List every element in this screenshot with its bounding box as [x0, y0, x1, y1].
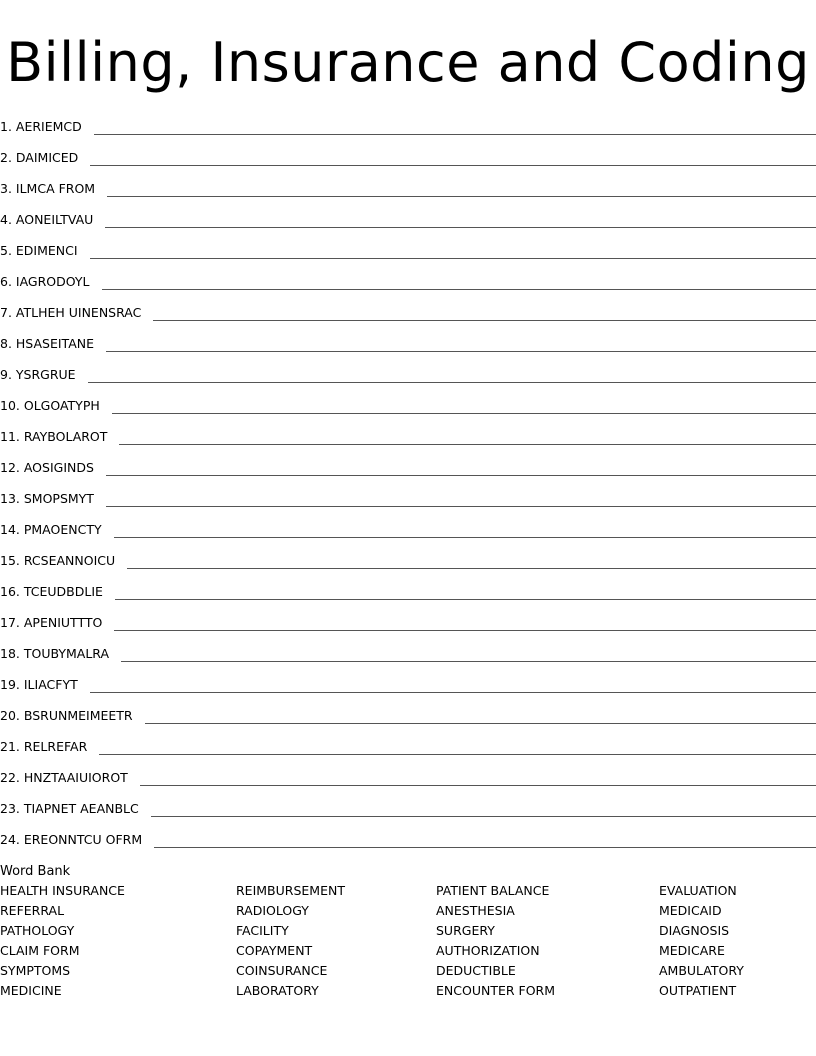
scrambled-word: 10. OLGOATYPH: [0, 398, 100, 413]
word-bank-item: ANESTHESIA: [436, 903, 515, 918]
answer-line[interactable]: [140, 784, 816, 786]
answer-line[interactable]: [90, 164, 816, 166]
scrambled-word: 14. PMAOENCTY: [0, 522, 102, 537]
clue-row: [0, 480, 816, 511]
answer-line[interactable]: [115, 598, 816, 600]
answer-line[interactable]: [107, 195, 816, 197]
scrambled-word: 6. IAGRODOYL: [0, 274, 90, 289]
word-bank-item: RADIOLOGY: [236, 903, 309, 918]
word-bank-item: SURGERY: [436, 923, 495, 938]
word-bank-item: LABORATORY: [236, 983, 319, 998]
scrambled-word: 7. ATLHEH UINENSRAC: [0, 305, 142, 320]
scrambled-word: 16. TCEUDBDLIE: [0, 584, 103, 599]
clue-row: [0, 294, 816, 325]
word-bank-title: Word Bank: [0, 864, 71, 879]
answer-line[interactable]: [99, 753, 816, 755]
answer-line[interactable]: [127, 567, 816, 569]
scrambled-word: 23. TIAPNET AEANBLC: [0, 801, 139, 816]
word-bank-item: EVALUATION: [659, 883, 737, 898]
word-bank-item: PATIENT BALANCE: [436, 883, 550, 898]
word-bank-item: REFERRAL: [0, 903, 65, 918]
scrambled-word: 24. EREONNTCU OFRM: [0, 832, 143, 847]
word-bank-item: REIMBURSEMENT: [236, 883, 345, 898]
clue-row: [0, 201, 816, 232]
clue-row: [0, 790, 816, 821]
answer-line[interactable]: [145, 722, 816, 724]
answer-line[interactable]: [106, 474, 816, 476]
answer-line[interactable]: [88, 381, 816, 383]
clue-row: [0, 387, 816, 418]
answer-line[interactable]: [102, 288, 816, 290]
word-bank-item: PATHOLOGY: [0, 923, 75, 938]
answer-line[interactable]: [105, 226, 816, 228]
scrambled-word: 19. ILIACFYT: [0, 677, 78, 692]
scrambled-word: 22. HNZTAAIUIOROT: [0, 770, 128, 785]
scrambled-word: 8. HSASEITANE: [0, 336, 95, 351]
answer-line[interactable]: [154, 846, 816, 848]
answer-line[interactable]: [114, 629, 816, 631]
word-bank-item: SYMPTOMS: [0, 963, 71, 978]
clue-row: [0, 697, 816, 728]
clue-row: [0, 108, 816, 139]
word-bank-item: AMBULATORY: [659, 963, 744, 978]
word-bank-item: MEDICAID: [659, 903, 722, 918]
clue-row: [0, 418, 816, 449]
clue-row: [0, 542, 816, 573]
answer-line[interactable]: [90, 691, 816, 693]
word-bank-item: COPAYMENT: [236, 943, 313, 958]
word-bank-item: MEDICARE: [659, 943, 725, 958]
answer-line[interactable]: [106, 505, 816, 507]
word-bank-item: CLAIM FORM: [0, 943, 80, 958]
scrambled-word: 17. APENIUTTTO: [0, 615, 103, 630]
clue-row: [0, 821, 816, 852]
clue-row: [0, 449, 816, 480]
scrambled-word: 13. SMOPSMYT: [0, 491, 94, 506]
answer-line[interactable]: [112, 412, 816, 414]
clue-row: [0, 635, 816, 666]
clue-row: [0, 759, 816, 790]
clue-row: [0, 232, 816, 263]
word-bank-item: MEDICINE: [0, 983, 62, 998]
word-bank-item: DEDUCTIBLE: [436, 963, 516, 978]
word-bank: [0, 883, 816, 1003]
scrambled-word: 9. YSRGRUE: [0, 367, 76, 382]
clue-row: [0, 170, 816, 201]
clue-row: [0, 263, 816, 294]
scrambled-word: 2. DAIMICED: [0, 150, 79, 165]
scramble-list: [0, 108, 816, 852]
scrambled-word: 5. EDIMENCI: [0, 243, 78, 258]
word-bank-item: DIAGNOSIS: [659, 923, 730, 938]
word-bank-item: COINSURANCE: [236, 963, 328, 978]
answer-line[interactable]: [106, 350, 816, 352]
clue-row: [0, 356, 816, 387]
answer-line[interactable]: [121, 660, 816, 662]
clue-row: [0, 728, 816, 759]
clue-row: [0, 666, 816, 697]
answer-line[interactable]: [90, 257, 816, 259]
answer-line[interactable]: [114, 536, 816, 538]
scrambled-word: 15. RCSEANNOICU: [0, 553, 116, 568]
scrambled-word: 11. RAYBOLAROT: [0, 429, 108, 444]
word-bank-item: FACILITY: [236, 923, 289, 938]
answer-line[interactable]: [119, 443, 816, 445]
word-bank-item: OUTPATIENT: [659, 983, 737, 998]
page-title: Billing, Insurance and Coding: [6, 31, 810, 94]
answer-line[interactable]: [151, 815, 816, 817]
scrambled-word: 4. AONEILTVAU: [0, 212, 94, 227]
scrambled-word: 12. AOSIGINDS: [0, 460, 94, 475]
word-bank-item: AUTHORIZATION: [436, 943, 540, 958]
clue-row: [0, 511, 816, 542]
answer-line[interactable]: [153, 319, 816, 321]
clue-row: [0, 325, 816, 356]
word-bank-item: HEALTH INSURANCE: [0, 883, 125, 898]
scrambled-word: 18. TOUBYMALRA: [0, 646, 110, 661]
scrambled-word: 21. RELREFAR: [0, 739, 88, 754]
clue-row: [0, 573, 816, 604]
word-bank-item: ENCOUNTER FORM: [436, 983, 556, 998]
answer-line[interactable]: [94, 133, 816, 135]
scrambled-word: 3. ILMCA FROM: [0, 181, 96, 196]
scrambled-word: 1. AERIEMCD: [0, 119, 82, 134]
clue-row: [0, 139, 816, 170]
clue-row: [0, 604, 816, 635]
scrambled-word: 20. BSRUNMEIMEETR: [0, 708, 133, 723]
